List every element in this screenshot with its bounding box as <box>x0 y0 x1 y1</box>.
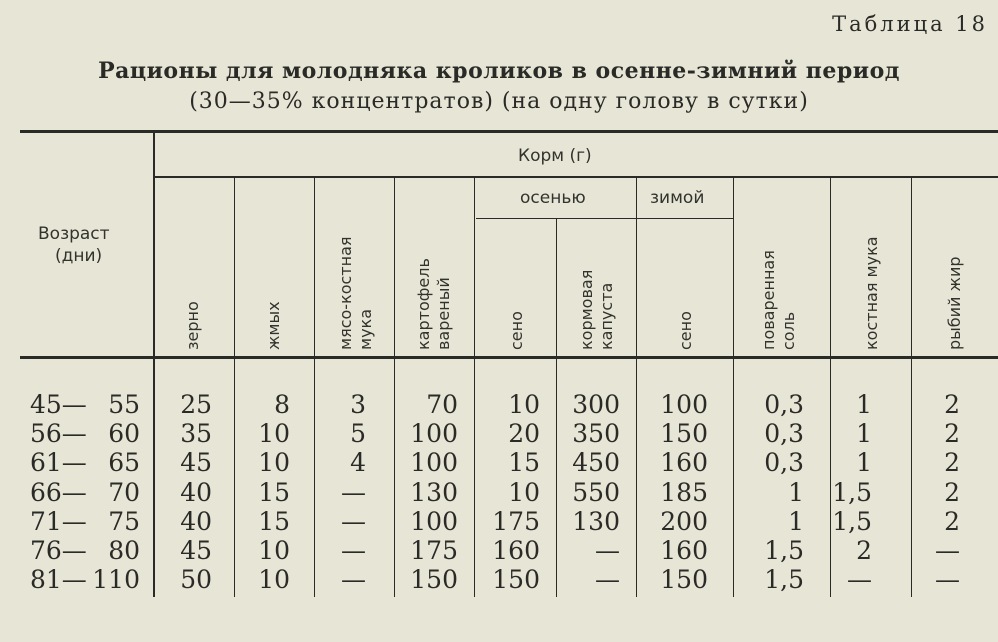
age-to: 75 <box>108 507 140 536</box>
feed-header-rule <box>155 176 998 178</box>
table-cell: 1 <box>856 448 872 477</box>
table-cell: 40 <box>180 478 212 507</box>
table-cell: 100 <box>410 448 458 477</box>
table-cell: 15 <box>258 507 290 536</box>
table-cell: 130 <box>572 507 620 536</box>
table-cell: 2 <box>944 478 960 507</box>
table-cell: 3 <box>350 390 366 419</box>
age-from: 61— <box>30 448 87 477</box>
column-label-hay-autumn: сено <box>507 311 526 350</box>
table-title: Рационы для молодняка кроликов в осенне-зимний период <box>98 58 900 84</box>
table-cell: 1,5 <box>764 565 804 594</box>
table-cell: 50 <box>180 565 212 594</box>
age-from: 71— <box>30 507 87 536</box>
table-row-age <box>30 478 140 507</box>
table-cell: 25 <box>180 390 212 419</box>
column-label-bone-meal: костная мука <box>862 236 881 350</box>
table-cell: 8 <box>274 390 290 419</box>
table-cell: 175 <box>410 536 458 565</box>
table-cell: 0,3 <box>764 390 804 419</box>
table-number-label: Таблица 18 <box>832 12 988 36</box>
table-cell: — <box>341 536 366 565</box>
table-cell: 350 <box>572 419 620 448</box>
feed-header: Корм (г) <box>518 146 592 166</box>
table-row-age <box>30 419 140 448</box>
table-cell: 450 <box>572 448 620 477</box>
table-cell: 15 <box>258 478 290 507</box>
table-cell: 550 <box>572 478 620 507</box>
table-cell: 100 <box>660 390 708 419</box>
table-cell: 300 <box>572 390 620 419</box>
table-cell: 1 <box>788 478 804 507</box>
table-subtitle: (30—35% концентратов) (на одну голову в сутки) <box>189 89 809 114</box>
table-cell: 1,5 <box>764 536 804 565</box>
table-cell: 185 <box>660 478 708 507</box>
table-cell: 45 <box>180 536 212 565</box>
age-to: 80 <box>108 536 140 565</box>
table-cell: 2 <box>944 419 960 448</box>
table-cell: 20 <box>508 419 540 448</box>
table-cell: 2 <box>944 507 960 536</box>
table-cell: 100 <box>410 419 458 448</box>
column-label-hay-winter: сено <box>676 311 695 350</box>
season-header-rule <box>476 218 733 219</box>
table-cell: — <box>935 536 960 565</box>
table-cell: 10 <box>258 565 290 594</box>
winter-header: зимой <box>650 188 705 208</box>
column-label-fodder-cabbage: кормовая капуста <box>577 269 616 350</box>
age-to: 65 <box>108 448 140 477</box>
table-cell: 10 <box>258 536 290 565</box>
table-cell: 100 <box>410 507 458 536</box>
table-cell: 1 <box>856 419 872 448</box>
age-from: 56— <box>30 419 87 448</box>
autumn-header: осенью <box>520 188 586 208</box>
table-cell: 15 <box>508 448 540 477</box>
age-to: 110 <box>92 565 140 594</box>
age-to: 55 <box>108 390 140 419</box>
age-to: 60 <box>108 419 140 448</box>
table-cell: — <box>847 565 872 594</box>
table-cell: 10 <box>508 478 540 507</box>
header-bottom-rule <box>20 356 998 359</box>
age-from: 76— <box>30 536 87 565</box>
table-cell: 130 <box>410 478 458 507</box>
table-row-age <box>30 448 140 477</box>
table-cell: 0,3 <box>764 448 804 477</box>
table-row-age <box>30 565 140 594</box>
column-label-boiled-potato: картофель вареный <box>414 258 453 350</box>
table-cell: 4 <box>350 448 366 477</box>
table-cell: — <box>341 507 366 536</box>
table-cell: 200 <box>660 507 708 536</box>
column-label-oilcake: жмых <box>264 301 283 350</box>
table-cell: 160 <box>660 536 708 565</box>
table-row-age <box>30 507 140 536</box>
top-rule <box>20 130 998 133</box>
age-from: 81— <box>30 565 87 594</box>
column-label-meat-bone-meal: мясо-костная мука <box>336 236 375 350</box>
table-cell: 160 <box>660 448 708 477</box>
table-cell: 160 <box>492 536 540 565</box>
table-cell: 2 <box>856 536 872 565</box>
table-cell: — <box>595 565 620 594</box>
column-label-table-salt: поваренная соль <box>759 250 798 350</box>
table-cell: 70 <box>426 390 458 419</box>
table-cell: 150 <box>660 565 708 594</box>
table-cell: 10 <box>258 419 290 448</box>
table-cell: — <box>341 565 366 594</box>
age-header-line2: (дни) <box>55 246 103 266</box>
table-cell: 10 <box>508 390 540 419</box>
table-cell: 0,3 <box>764 419 804 448</box>
table-cell: 1,5 <box>832 507 872 536</box>
table-cell: 175 <box>492 507 540 536</box>
age-to: 70 <box>108 478 140 507</box>
table-cell: 40 <box>180 507 212 536</box>
age-from: 66— <box>30 478 87 507</box>
table-cell: — <box>341 478 366 507</box>
table-cell: 5 <box>350 419 366 448</box>
table-cell: 2 <box>944 390 960 419</box>
table-cell: 1,5 <box>832 478 872 507</box>
table-cell: — <box>595 536 620 565</box>
table-row-age <box>30 536 140 565</box>
table-cell: 1 <box>856 390 872 419</box>
table-cell: 150 <box>492 565 540 594</box>
age-from: 45— <box>30 390 87 419</box>
table-cell: 2 <box>944 448 960 477</box>
table-cell: 150 <box>410 565 458 594</box>
age-header-line1: Возраст <box>38 224 110 244</box>
table-cell: 35 <box>180 419 212 448</box>
table-cell: — <box>935 565 960 594</box>
table-cell: 10 <box>258 448 290 477</box>
table-row-age <box>30 390 140 419</box>
column-label-fish-oil: рыбий жир <box>945 256 964 350</box>
table-cell: 45 <box>180 448 212 477</box>
column-label-grain: зерно <box>183 301 202 350</box>
table-cell: 1 <box>788 507 804 536</box>
table-cell: 150 <box>660 419 708 448</box>
